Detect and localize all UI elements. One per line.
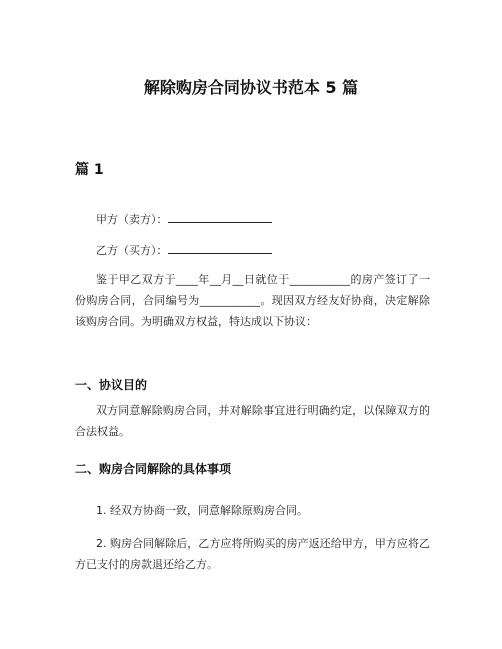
document-title: 解除购房合同协议书范本 5 篇	[143, 78, 359, 97]
list-item: 1. 经双方协商一致，同意解除原购房合同。	[96, 504, 308, 517]
party-b-blank	[168, 241, 272, 254]
heading-details: 二、购房合同解除的具体事项	[75, 462, 232, 476]
purpose-paragraph: 双方同意解除购房合同，并对解除事宜进行明确约定，以保障双方的合法权益。	[75, 404, 430, 438]
party-b-line	[96, 241, 272, 259]
section-label: 篇 1	[75, 162, 104, 178]
party-a-line	[96, 210, 272, 228]
heading-purpose: 一、协议目的	[75, 378, 148, 392]
list-item: 2. 购房合同解除后，乙方应将所购买的房产返还给甲方，甲方应将乙方已支付的房款退还给乙方。	[75, 537, 430, 571]
party-a-label: 甲方（卖方）：	[96, 213, 168, 226]
party-b-label: 乙方（买方）：	[96, 244, 168, 257]
intro-paragraph: 鉴于甲乙双方于____年__月__日就位于___________的房产签订了一份购房合同，合同编号为___________。现因双方经友好协商，决定解除该购房合同。为明确双方权益，特达成以下协议：	[75, 273, 430, 328]
party-a-blank	[168, 210, 272, 223]
